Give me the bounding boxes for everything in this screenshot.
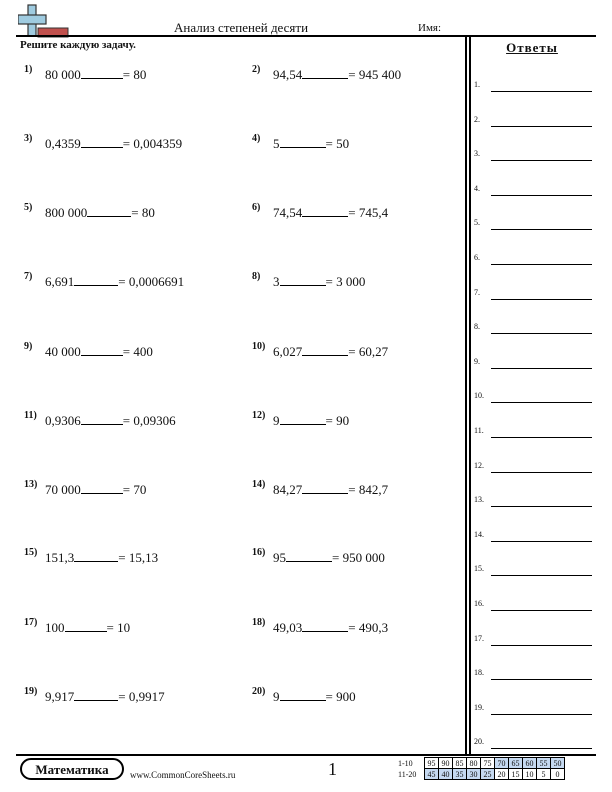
problem-blank[interactable]: [74, 550, 118, 562]
problem-blank[interactable]: [81, 413, 123, 425]
answer-line[interactable]: [491, 91, 592, 92]
footer-divider: [16, 754, 596, 756]
answer-number: 17.: [474, 633, 484, 643]
problem-right-value: = 900: [325, 689, 356, 704]
answer-row: [474, 599, 594, 611]
problem-number: 8): [252, 271, 261, 282]
problem-right-value: = 490,3: [348, 620, 389, 635]
answer-row: [474, 149, 594, 161]
problem-blank[interactable]: [280, 274, 326, 286]
problem-blank[interactable]: [302, 205, 348, 217]
problem-blank[interactable]: [65, 620, 107, 632]
instructions: Решите каждую задачу.: [20, 39, 136, 51]
score-cell: 0: [551, 769, 565, 780]
answer-number: 5.: [474, 218, 480, 228]
answer-number: 6.: [474, 253, 480, 262]
problem-blank[interactable]: [302, 482, 348, 494]
answer-line[interactable]: [491, 195, 592, 196]
answer-number: 9.: [474, 356, 480, 366]
problem-right-value: = 0,0006691: [118, 274, 185, 289]
problem-right-value: = 70: [122, 482, 147, 497]
score-cell: 35: [453, 769, 467, 780]
problem-blank[interactable]: [81, 344, 123, 356]
problem-right-value: = 60,27: [348, 344, 389, 359]
problem-right-value: = 0,004359: [122, 136, 183, 151]
answer-line[interactable]: [491, 506, 592, 507]
score-cell: 75: [481, 758, 495, 769]
answer-number: 19.: [474, 702, 484, 712]
problem-number: 16): [252, 547, 266, 558]
problem-number: 1): [24, 64, 33, 75]
score-cell: 60: [523, 758, 537, 769]
subject-badge: Математика: [20, 758, 124, 780]
problem-number: 12): [252, 410, 266, 421]
answer-number: 1.: [474, 80, 480, 89]
problem-number: 3): [24, 133, 33, 144]
problem-left-value: 800 000: [45, 205, 88, 220]
answer-row: [474, 668, 594, 680]
problem-expression: [273, 413, 349, 429]
problem-expression: [45, 550, 158, 566]
score-cell: 50: [551, 758, 565, 769]
problem-right-value: = 745,4: [348, 205, 389, 220]
problem-blank[interactable]: [280, 413, 326, 425]
answer-row: [474, 564, 594, 576]
problem-blank[interactable]: [286, 550, 332, 562]
score-cell: 5: [537, 769, 551, 780]
score-cell: 15: [509, 769, 523, 780]
problem-left-value: 0,4359: [45, 136, 81, 151]
problem-left-value: 95: [273, 550, 286, 565]
problem-right-value: = 10: [106, 620, 131, 635]
answer-row: [474, 357, 594, 369]
problem-right-value: = 15,13: [118, 550, 159, 565]
score-table: [424, 757, 565, 780]
score-cell: 90: [439, 758, 453, 769]
score-cell: 80: [467, 758, 481, 769]
score-cell: 95: [425, 758, 439, 769]
answer-line[interactable]: [491, 575, 592, 576]
problem-left-value: 9: [273, 413, 280, 428]
score-cell: 45: [425, 769, 439, 780]
answer-number: 4.: [474, 183, 480, 193]
score-cell: 20: [495, 769, 509, 780]
problem-left-value: 9,917: [45, 689, 75, 704]
answer-number: 7.: [474, 287, 480, 297]
answer-number: 20.: [474, 737, 484, 747]
problem-number: 13): [24, 479, 38, 490]
logo-plus-minus-icon: [18, 4, 70, 38]
problem-number: 20): [252, 686, 266, 697]
problem-left-value: 6,027: [273, 344, 303, 359]
answer-number: 15.: [474, 564, 484, 574]
score-cell: 70: [495, 758, 509, 769]
problem-right-value: = 50: [325, 136, 350, 151]
problem-expression: [45, 274, 184, 290]
problem-expression: [273, 274, 365, 290]
answer-line[interactable]: [491, 472, 592, 473]
column-divider-left: [465, 36, 467, 754]
answer-number: 2.: [474, 114, 480, 124]
answer-number: 3.: [474, 149, 480, 159]
answer-line[interactable]: [491, 333, 592, 334]
problem-left-value: 74,54: [273, 205, 303, 220]
problem-expression: [45, 205, 155, 221]
answer-row: [474, 703, 594, 715]
answer-row: [474, 322, 594, 334]
column-divider-right: [469, 36, 471, 754]
score-cell: 40: [439, 769, 453, 780]
problem-expression: [45, 482, 146, 498]
answer-number: 14.: [474, 529, 484, 539]
answer-line[interactable]: [491, 368, 592, 369]
score-row-label: 11-20: [398, 770, 417, 779]
problem-blank[interactable]: [302, 344, 348, 356]
problem-number: 11): [24, 410, 37, 421]
problem-expression: [273, 620, 388, 636]
problem-number: 19): [24, 686, 38, 697]
answer-row: [474, 634, 594, 646]
problem-expression: [273, 482, 388, 498]
problem-left-value: 80 000: [45, 67, 81, 82]
problem-left-value: 94,54: [273, 67, 303, 82]
problem-number: 14): [252, 479, 266, 490]
problem-left-value: 6,691: [45, 274, 75, 289]
problem-expression: [273, 689, 356, 705]
problem-right-value: = 400: [122, 344, 153, 359]
problem-expression: [45, 620, 130, 636]
problem-blank[interactable]: [87, 205, 131, 217]
answer-row: [474, 495, 594, 507]
answer-row: [474, 184, 594, 196]
problem-blank[interactable]: [280, 689, 326, 701]
answer-line[interactable]: [491, 160, 592, 161]
problem-left-value: 9: [273, 689, 280, 704]
score-row-label: 1-10: [398, 759, 413, 768]
problem-right-value: = 90: [325, 413, 350, 428]
answer-line[interactable]: [491, 299, 592, 300]
problem-left-value: 49,03: [273, 620, 303, 635]
score-cell: 55: [537, 758, 551, 769]
problem-left-value: 40 000: [45, 344, 81, 359]
problem-expression: [45, 136, 182, 152]
problem-left-value: 0,9306: [45, 413, 81, 428]
problem-number: 4): [252, 133, 261, 144]
problem-number: 6): [252, 202, 261, 213]
answer-line[interactable]: [491, 264, 592, 265]
answer-row: [474, 115, 594, 127]
site-url: www.CommonCoreSheets.ru: [130, 770, 236, 780]
answers-title: Ответы: [506, 40, 558, 55]
problem-blank[interactable]: [74, 689, 118, 701]
answer-line[interactable]: [491, 714, 592, 715]
answer-line[interactable]: [491, 437, 592, 438]
score-row: [425, 769, 565, 780]
problem-right-value: = 945 400: [348, 67, 402, 82]
problem-number: 18): [252, 617, 266, 628]
problem-right-value: = 3 000: [325, 274, 366, 289]
problem-expression: [45, 689, 165, 705]
problem-number: 10): [252, 341, 266, 352]
answer-row: [474, 426, 594, 438]
answer-line[interactable]: [491, 229, 592, 230]
problem-expression: [45, 413, 176, 429]
problem-right-value: = 80: [122, 67, 147, 82]
answer-line[interactable]: [491, 541, 592, 542]
score-cell: 85: [453, 758, 467, 769]
answer-row: [474, 461, 594, 473]
answer-row: [474, 253, 594, 265]
problem-blank[interactable]: [81, 482, 123, 494]
problem-left-value: 151,3: [45, 550, 75, 565]
answer-number: 18.: [474, 668, 484, 678]
problem-left-value: 3: [273, 274, 280, 289]
answer-number: 13.: [474, 495, 484, 505]
answer-row: [474, 218, 594, 230]
score-cell: 30: [467, 769, 481, 780]
answer-line[interactable]: [491, 679, 592, 680]
score-cell: 25: [481, 769, 495, 780]
problem-expression: [273, 550, 385, 566]
problem-expression: [273, 67, 401, 83]
answer-number: 12.: [474, 460, 484, 470]
problem-number: 2): [252, 64, 261, 75]
header-divider: [16, 35, 596, 37]
problem-number: 15): [24, 547, 38, 558]
problem-right-value: = 0,09306: [122, 413, 176, 428]
problem-expression: [273, 136, 349, 152]
problem-blank[interactable]: [81, 136, 123, 148]
answer-number: 11.: [474, 426, 484, 435]
score-cell: 10: [523, 769, 537, 780]
problem-expression: [273, 344, 388, 360]
name-label: Имя:: [418, 22, 442, 34]
problem-left-value: 100: [45, 620, 65, 635]
page-title: Анализ степеней десяти: [174, 20, 309, 35]
answer-line[interactable]: [491, 748, 592, 749]
problem-expression: [273, 205, 388, 221]
answer-number: 16.: [474, 599, 484, 608]
problem-blank[interactable]: [74, 274, 118, 286]
problem-number: 7): [24, 271, 33, 282]
problem-right-value: = 80: [131, 205, 155, 220]
problem-right-value: = 842,7: [348, 482, 389, 497]
problem-left-value: 70 000: [45, 482, 81, 497]
score-row: [425, 758, 565, 769]
problem-blank[interactable]: [81, 67, 123, 79]
answer-row: [474, 391, 594, 403]
answer-row: [474, 737, 594, 749]
answer-row: [474, 80, 594, 92]
answer-line[interactable]: [491, 126, 592, 127]
problem-expression: [45, 344, 153, 360]
answer-row: [474, 288, 594, 300]
problem-right-value: = 0,9917: [118, 689, 165, 704]
problem-left-value: 5: [273, 136, 280, 151]
answer-line[interactable]: [491, 402, 592, 403]
problem-number: 17): [24, 617, 38, 628]
page-number: 1: [328, 759, 337, 779]
answer-row: [474, 530, 594, 542]
problem-number: 5): [24, 202, 33, 213]
problem-blank[interactable]: [280, 136, 326, 148]
problem-blank[interactable]: [302, 67, 348, 79]
problem-right-value: = 950 000: [332, 550, 385, 565]
answer-number: 10.: [474, 391, 484, 401]
score-row-labels: [398, 758, 416, 780]
problem-blank[interactable]: [302, 620, 348, 632]
problem-number: 9): [24, 341, 33, 352]
answer-number: 8.: [474, 322, 480, 332]
score-cell: 65: [509, 758, 523, 769]
problem-left-value: 84,27: [273, 482, 303, 497]
answer-line[interactable]: [491, 610, 592, 611]
problem-expression: [45, 67, 146, 83]
answer-line[interactable]: [491, 645, 592, 646]
